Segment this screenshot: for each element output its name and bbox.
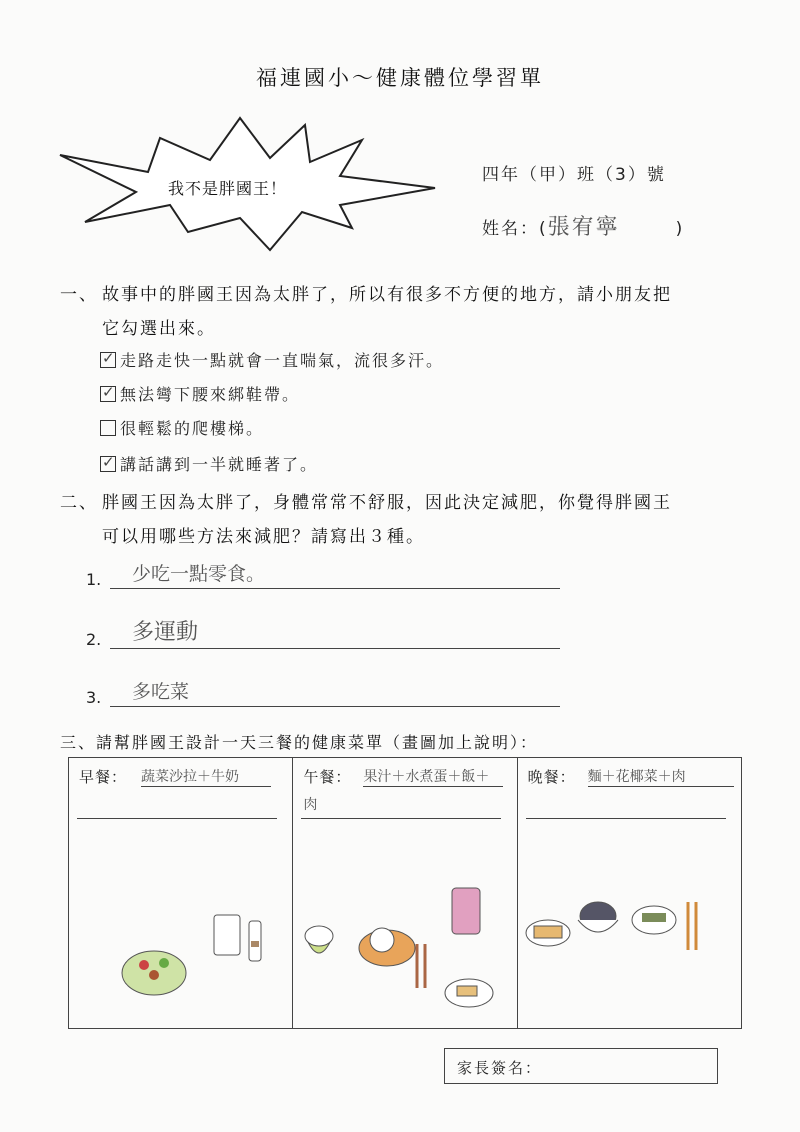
meal-label: 早餐： bbox=[79, 768, 128, 786]
name-label: 姓名：( bbox=[482, 219, 548, 239]
meal-answer-line bbox=[77, 818, 277, 819]
answer-number: 3. bbox=[86, 688, 102, 707]
parent-signature-box[interactable] bbox=[444, 1048, 718, 1084]
option-label: 很輕鬆的爬樓梯。 bbox=[120, 419, 265, 438]
answer-text: 多吃菜 bbox=[132, 681, 190, 703]
lunch-drawing bbox=[297, 848, 527, 1018]
meal-answer: 果汁＋水煮蛋＋飯＋ bbox=[363, 766, 503, 787]
meal-answer: 蔬菜沙拉＋牛奶 bbox=[141, 766, 271, 787]
option-label: 走路走快一點就會一直喘氣，流很多汗。 bbox=[120, 351, 445, 370]
student-name-line bbox=[482, 210, 684, 241]
meal-answer: 麵＋花椰菜＋肉 bbox=[588, 766, 734, 787]
meal-answer-extra: 肉 bbox=[303, 797, 318, 813]
meal-answer-line bbox=[301, 818, 501, 819]
check-mark-icon: ✓ bbox=[102, 452, 117, 471]
burst-text: 我不是胖國王！ bbox=[168, 179, 288, 198]
answer-number: 1. bbox=[86, 570, 102, 589]
checkbox[interactable] bbox=[100, 420, 116, 436]
student-name: 張宥寧 bbox=[547, 215, 620, 240]
q2-answer bbox=[86, 680, 560, 707]
q2-answer bbox=[86, 622, 560, 649]
check-mark-icon: ✓ bbox=[102, 348, 117, 367]
meal-label: 晚餐： bbox=[527, 768, 576, 786]
q2-text-line1: 胖國王因為太胖了，身體常常不舒服，因此決定減肥，你覺得胖國王 bbox=[102, 493, 672, 513]
q3-text: 三、請幫胖國王設計一天三餐的健康菜單（畫圖加上說明）： bbox=[60, 733, 539, 752]
answer-line[interactable] bbox=[110, 680, 560, 707]
page-title: 福連國小～健康體位學習單 bbox=[256, 66, 544, 90]
answer-text: 多運動 bbox=[132, 620, 199, 645]
answer-line[interactable] bbox=[110, 562, 560, 589]
q1-option bbox=[100, 348, 444, 371]
checkbox[interactable] bbox=[100, 452, 117, 472]
meal-answer-line bbox=[526, 818, 726, 819]
q2-text-line2: 可以用哪些方法來減肥？請寫出３種。 bbox=[102, 527, 425, 547]
q1-option bbox=[100, 382, 300, 405]
meal-cell-lunch bbox=[293, 758, 517, 1028]
checkbox[interactable] bbox=[100, 382, 117, 402]
dinner-drawing bbox=[518, 858, 738, 1018]
q1-text-line2: 它勾選出來。 bbox=[102, 319, 216, 339]
q1-option bbox=[100, 452, 318, 475]
option-label: 無法彎下腰來綁鞋帶。 bbox=[120, 385, 301, 404]
check-mark-icon: ✓ bbox=[102, 382, 117, 401]
option-label: 講話講到一半就睡著了。 bbox=[120, 455, 319, 474]
class-number-line: 四年（甲）班（3）號 bbox=[482, 165, 666, 185]
signature-label: 家長簽名： bbox=[457, 1059, 543, 1077]
meal-table bbox=[68, 757, 742, 1029]
q1-number: 一、 bbox=[60, 285, 98, 305]
answer-line[interactable] bbox=[110, 622, 560, 649]
answer-text: 少吃一點零食。 bbox=[132, 563, 266, 585]
checkbox[interactable] bbox=[100, 348, 117, 368]
q1-text-line1: 故事中的胖國王因為太胖了，所以有很多不方便的地方，請小朋友把 bbox=[102, 285, 672, 305]
q2-number: 二、 bbox=[60, 493, 98, 513]
meal-cell-breakfast bbox=[69, 758, 293, 1028]
meal-cell-dinner bbox=[518, 758, 741, 1028]
meal-label: 午餐： bbox=[303, 768, 352, 786]
q1-option bbox=[100, 416, 264, 439]
name-close: ) bbox=[675, 219, 685, 239]
answer-number: 2. bbox=[86, 630, 102, 649]
q2-answer bbox=[86, 562, 560, 589]
